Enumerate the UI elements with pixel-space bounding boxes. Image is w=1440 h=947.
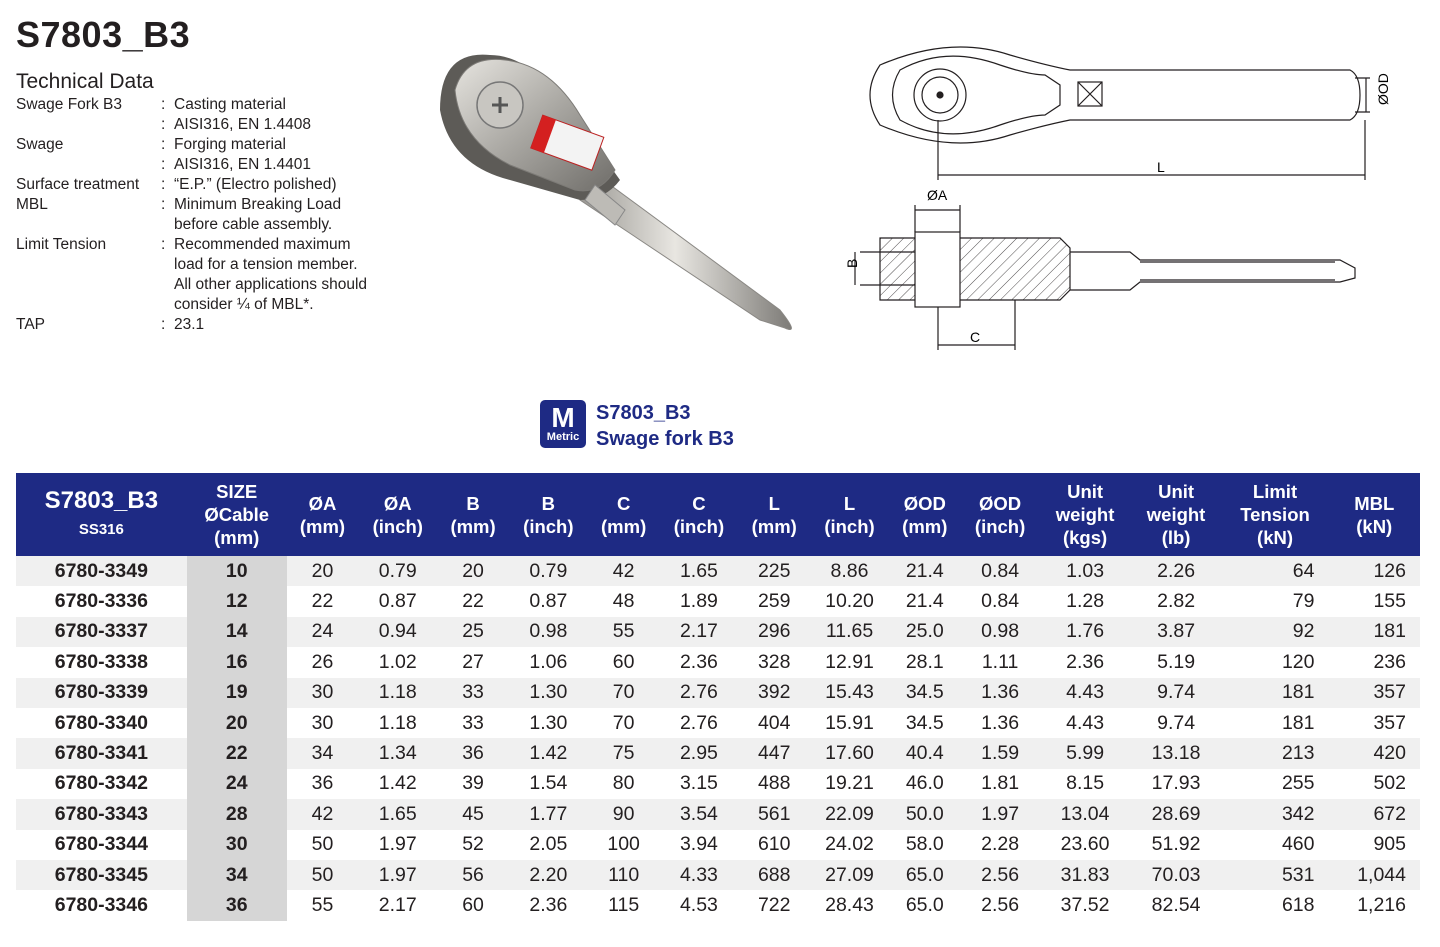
table-cell: 0.84: [961, 556, 1040, 586]
table-cell: 688: [738, 860, 810, 890]
table-cell: 1.65: [358, 799, 437, 829]
column-header: B (mm): [450, 492, 496, 537]
tech-value: Forging material: [174, 136, 286, 153]
table-cell: 2.28: [961, 830, 1040, 860]
table-cell: 2.82: [1131, 586, 1222, 616]
table-cell: 4.43: [1040, 678, 1131, 708]
metric-heading: [540, 400, 734, 452]
table-cell: 2.76: [659, 678, 738, 708]
table-cell: 2.56: [961, 890, 1040, 920]
tech-colon: :: [161, 116, 166, 133]
table-cell: 58.0: [889, 830, 961, 860]
table-cell: 531: [1222, 860, 1329, 890]
column-header: L (inch): [824, 492, 875, 537]
table-cell: 22.09: [810, 799, 889, 829]
tech-value: AISI316, EN 1.4408: [174, 116, 312, 133]
tech-value: load for a tension member.: [174, 256, 358, 273]
table-cell: 19: [187, 678, 287, 708]
table-cell: 6780-3341: [16, 738, 187, 768]
table-cell: 296: [738, 617, 810, 647]
table-cell: 75: [588, 738, 660, 768]
table-row: [16, 617, 1420, 647]
table-cell: 2.05: [509, 830, 588, 860]
table-cell: 2.17: [659, 617, 738, 647]
table-cell: 0.94: [358, 617, 437, 647]
table-cell: 15.43: [810, 678, 889, 708]
table-cell: 70: [588, 708, 660, 738]
table-cell: 50: [287, 860, 359, 890]
table-cell: 561: [738, 799, 810, 829]
table-cell: 31.83: [1040, 860, 1131, 890]
table-cell: 34: [187, 860, 287, 890]
tech-value: All other applications should: [174, 276, 368, 293]
table-cell: 39: [437, 769, 509, 799]
table-cell: 42: [588, 556, 660, 586]
table-cell: 30: [187, 830, 287, 860]
table-cell: 28.1: [889, 647, 961, 677]
table-cell: 28.43: [810, 890, 889, 920]
column-header: Limit Tension (kN): [1240, 481, 1310, 548]
table-cell: 22: [287, 586, 359, 616]
column-header: S7803_B3 SS316: [44, 486, 159, 538]
column-header: ØA (mm): [299, 492, 346, 537]
table-cell: 0.98: [961, 617, 1040, 647]
table-cell: 15.91: [810, 708, 889, 738]
table-cell: 50.0: [889, 799, 961, 829]
table-cell: 6780-3344: [16, 830, 187, 860]
table-cell: 328: [738, 647, 810, 677]
tech-label: Limit Tension: [16, 236, 107, 253]
table-cell: 447: [738, 738, 810, 768]
table-cell: 1.77: [509, 799, 588, 829]
table-cell: 10.20: [810, 586, 889, 616]
table-cell: 24: [187, 769, 287, 799]
product-photo: [420, 50, 820, 350]
table-cell: 1.18: [358, 708, 437, 738]
metric-description: Swage fork B3: [596, 428, 734, 450]
table-cell: 618: [1222, 890, 1329, 920]
table-cell: 1.03: [1040, 556, 1131, 586]
table-row: [16, 678, 1420, 708]
table-cell: 12.91: [810, 647, 889, 677]
table-cell: 357: [1328, 678, 1420, 708]
table-row: [16, 586, 1420, 616]
table-cell: 64: [1222, 556, 1329, 586]
tech-colon: :: [161, 156, 166, 173]
label-l: L: [1157, 159, 1165, 175]
table-cell: 1.42: [358, 769, 437, 799]
table-cell: 2.76: [659, 708, 738, 738]
table-cell: 3.15: [659, 769, 738, 799]
table-cell: 28.69: [1131, 799, 1222, 829]
table-cell: 181: [1328, 617, 1420, 647]
tech-label: [16, 155, 161, 175]
table-cell: 1.36: [961, 678, 1040, 708]
table-cell: 1.34: [358, 738, 437, 768]
table-cell: 26: [287, 647, 359, 677]
table-cell: 6780-3340: [16, 708, 187, 738]
technical-drawing: [830, 40, 1400, 360]
table-cell: 37.52: [1040, 890, 1131, 920]
table-row: [16, 799, 1420, 829]
table-cell: 460: [1222, 830, 1329, 860]
table-cell: 181: [1222, 708, 1329, 738]
column-header: Unit weight (kgs): [1055, 481, 1115, 548]
table-cell: 25.0: [889, 617, 961, 647]
column-header: MBL (kN): [1354, 492, 1395, 537]
table-row: [16, 860, 1420, 890]
technical-data-list: [16, 95, 404, 335]
column-header: ØA (inch): [372, 492, 423, 537]
tech-label: Surface treatment: [16, 176, 140, 193]
table-cell: 126: [1328, 556, 1420, 586]
table-cell: 6780-3339: [16, 678, 187, 708]
table-cell: 20: [287, 556, 359, 586]
table-cell: 11.65: [810, 617, 889, 647]
metric-code: S7803_B3: [596, 402, 691, 424]
table-cell: 21.4: [889, 556, 961, 586]
table-cell: 4.43: [1040, 708, 1131, 738]
table-cell: 6780-3345: [16, 860, 187, 890]
table-cell: 46.0: [889, 769, 961, 799]
table-cell: 33: [437, 678, 509, 708]
table-cell: 4.33: [659, 860, 738, 890]
table-cell: 20: [437, 556, 509, 586]
tech-label: MBL: [16, 196, 48, 213]
table-cell: 1.28: [1040, 586, 1131, 616]
table-cell: 13.18: [1131, 738, 1222, 768]
table-cell: 357: [1328, 708, 1420, 738]
table-cell: 488: [738, 769, 810, 799]
table-cell: 70.03: [1131, 860, 1222, 890]
table-cell: 8.86: [810, 556, 889, 586]
table-cell: 33: [437, 708, 509, 738]
table-row: [16, 890, 1420, 920]
table-cell: 9.74: [1131, 708, 1222, 738]
column-header: SIZE ØCable (mm): [204, 481, 270, 548]
table-cell: 0.79: [509, 556, 588, 586]
table-cell: 3.54: [659, 799, 738, 829]
tech-value: before cable assembly.: [174, 216, 333, 233]
table-cell: 100: [588, 830, 660, 860]
table-cell: 1.76: [1040, 617, 1131, 647]
table-cell: 60: [588, 647, 660, 677]
table-cell: 213: [1222, 738, 1329, 768]
table-cell: 502: [1328, 769, 1420, 799]
technical-data-heading: Technical Data: [16, 70, 154, 93]
table-cell: 6780-3343: [16, 799, 187, 829]
table-cell: 0.87: [509, 586, 588, 616]
table-cell: 2.95: [659, 738, 738, 768]
tech-value: Casting material: [174, 96, 286, 113]
table-cell: 50: [287, 830, 359, 860]
table-cell: 34: [287, 738, 359, 768]
table-row: [16, 556, 1420, 586]
table-cell: 3.94: [659, 830, 738, 860]
tech-row: [16, 155, 404, 175]
table-cell: 5.19: [1131, 647, 1222, 677]
table-cell: 52: [437, 830, 509, 860]
table-cell: 82.54: [1131, 890, 1222, 920]
table-cell: 1.06: [509, 647, 588, 677]
spec-table: [16, 473, 1420, 921]
table-cell: 1.81: [961, 769, 1040, 799]
table-cell: 181: [1222, 678, 1329, 708]
column-header: C (mm): [601, 492, 647, 537]
label-c: C: [970, 329, 981, 345]
table-cell: 79: [1222, 586, 1329, 616]
table-cell: 0.84: [961, 586, 1040, 616]
table-cell: 90: [588, 799, 660, 829]
tech-row: [16, 135, 404, 155]
table-cell: 6780-3346: [16, 890, 187, 920]
tech-label: Swage: [16, 136, 64, 153]
table-cell: 342: [1222, 799, 1329, 829]
table-cell: 65.0: [889, 860, 961, 890]
table-cell: 120: [1222, 647, 1329, 677]
table-cell: 6780-3342: [16, 769, 187, 799]
table-cell: 722: [738, 890, 810, 920]
table-cell: 10: [187, 556, 287, 586]
table-cell: 2.56: [961, 860, 1040, 890]
column-header: B (inch): [523, 492, 574, 537]
table-cell: 1,044: [1328, 860, 1420, 890]
table-cell: 115: [588, 890, 660, 920]
table-cell: 1.89: [659, 586, 738, 616]
table-cell: 672: [1328, 799, 1420, 829]
table-cell: 110: [588, 860, 660, 890]
table-cell: 1.36: [961, 708, 1040, 738]
tech-colon: :: [161, 236, 166, 253]
table-row: [16, 708, 1420, 738]
table-cell: 255: [1222, 769, 1329, 799]
tech-colon: :: [161, 176, 166, 193]
table-cell: 36: [287, 769, 359, 799]
table-cell: 42: [287, 799, 359, 829]
table-cell: 6780-3337: [16, 617, 187, 647]
table-cell: 3.87: [1131, 617, 1222, 647]
table-cell: 8.15: [1040, 769, 1131, 799]
table-cell: 9.74: [1131, 678, 1222, 708]
table-cell: 14: [187, 617, 287, 647]
table-cell: 23.60: [1040, 830, 1131, 860]
tech-colon: :: [161, 136, 166, 153]
table-cell: 34.5: [889, 678, 961, 708]
table-cell: 1.54: [509, 769, 588, 799]
table-row: [16, 738, 1420, 768]
table-cell: 1.97: [358, 830, 437, 860]
tech-value: consider ¼ of MBL*.: [174, 296, 314, 313]
column-header: C (inch): [673, 492, 725, 537]
table-cell: 30: [287, 678, 359, 708]
table-cell: 236: [1328, 647, 1420, 677]
table-row: [16, 830, 1420, 860]
table-cell: 6780-3336: [16, 586, 187, 616]
table-cell: 36: [437, 738, 509, 768]
table-cell: 36: [187, 890, 287, 920]
table-cell: 25: [437, 617, 509, 647]
table-cell: 28: [187, 799, 287, 829]
page-title: S7803_B3: [16, 14, 191, 55]
tech-row: [16, 195, 404, 235]
table-cell: 2.36: [659, 647, 738, 677]
table-cell: 2.20: [509, 860, 588, 890]
tech-value: Minimum Breaking Load: [174, 196, 342, 213]
table-cell: 6780-3338: [16, 647, 187, 677]
table-cell: 17.60: [810, 738, 889, 768]
table-cell: 1.02: [358, 647, 437, 677]
table-cell: 30: [287, 708, 359, 738]
table-cell: 51.92: [1131, 830, 1222, 860]
tech-label: TAP: [16, 316, 45, 333]
table-cell: 1.30: [509, 708, 588, 738]
table-cell: 2.17: [358, 890, 437, 920]
label-a: ØA: [927, 187, 948, 203]
table-cell: 24: [287, 617, 359, 647]
tech-row: [16, 235, 404, 315]
tech-colon: :: [161, 96, 166, 113]
table-cell: 16: [187, 647, 287, 677]
table-cell: 404: [738, 708, 810, 738]
table-cell: 60: [437, 890, 509, 920]
label-b: B: [844, 258, 860, 268]
table-cell: 4.53: [659, 890, 738, 920]
table-cell: 12: [187, 586, 287, 616]
table-row: [16, 647, 1420, 677]
table-cell: 48: [588, 586, 660, 616]
table-cell: 55: [588, 617, 660, 647]
column-header: ØOD (mm): [902, 492, 948, 537]
tech-row: [16, 315, 404, 335]
table-cell: 6780-3349: [16, 556, 187, 586]
tech-value: AISI316, EN 1.4401: [174, 156, 312, 173]
table-cell: 24.02: [810, 830, 889, 860]
column-header: Unit weight (lb): [1146, 481, 1206, 548]
table-cell: 2.36: [509, 890, 588, 920]
metric-logo-icon: M Metric: [540, 400, 586, 448]
table-cell: 5.99: [1040, 738, 1131, 768]
table-cell: 27: [437, 647, 509, 677]
table-cell: 40.4: [889, 738, 961, 768]
table-cell: 155: [1328, 586, 1420, 616]
table-cell: 22: [187, 738, 287, 768]
tech-colon: :: [161, 316, 166, 333]
table-cell: 20: [187, 708, 287, 738]
column-header: ØOD (inch): [974, 492, 1026, 537]
table-cell: 21.4: [889, 586, 961, 616]
table-cell: 19.21: [810, 769, 889, 799]
table-cell: 1.11: [961, 647, 1040, 677]
table-cell: 0.98: [509, 617, 588, 647]
table-cell: 259: [738, 586, 810, 616]
table-cell: 13.04: [1040, 799, 1131, 829]
table-cell: 56: [437, 860, 509, 890]
table-cell: 65.0: [889, 890, 961, 920]
tech-label: [16, 115, 161, 135]
table-cell: 2.36: [1040, 647, 1131, 677]
table-cell: 92: [1222, 617, 1329, 647]
tech-row: [16, 115, 404, 135]
table-cell: 1.59: [961, 738, 1040, 768]
column-header: L (mm): [751, 492, 797, 537]
table-cell: 22: [437, 586, 509, 616]
table-cell: 17.93: [1131, 769, 1222, 799]
table-cell: 80: [588, 769, 660, 799]
table-cell: 2.26: [1131, 556, 1222, 586]
table-cell: 27.09: [810, 860, 889, 890]
table-cell: 1.42: [509, 738, 588, 768]
tech-label: Swage Fork B3: [16, 96, 122, 113]
table-cell: 45: [437, 799, 509, 829]
table-cell: 0.87: [358, 586, 437, 616]
tech-row: [16, 95, 404, 115]
label-od: ØOD: [1375, 73, 1391, 105]
table-cell: 1.65: [659, 556, 738, 586]
table-cell: 392: [738, 678, 810, 708]
table-cell: 905: [1328, 830, 1420, 860]
tech-value: 23.1: [174, 316, 205, 333]
tech-value: Recommended maximum: [174, 236, 351, 253]
table-cell: 420: [1328, 738, 1420, 768]
table-cell: 70: [588, 678, 660, 708]
tech-colon: :: [161, 196, 166, 213]
table-cell: 610: [738, 830, 810, 860]
table-cell: 225: [738, 556, 810, 586]
table-cell: 34.5: [889, 708, 961, 738]
table-cell: 1,216: [1328, 890, 1420, 920]
table-cell: 1.97: [358, 860, 437, 890]
tech-value: “E.P.” (Electro polished): [174, 176, 337, 193]
table-cell: 55: [287, 890, 359, 920]
table-header-row: [16, 473, 1420, 556]
table-row: [16, 769, 1420, 799]
table-cell: 1.18: [358, 678, 437, 708]
table-cell: 0.79: [358, 556, 437, 586]
table-cell: 1.30: [509, 678, 588, 708]
tech-row: [16, 175, 404, 195]
table-cell: 1.97: [961, 799, 1040, 829]
